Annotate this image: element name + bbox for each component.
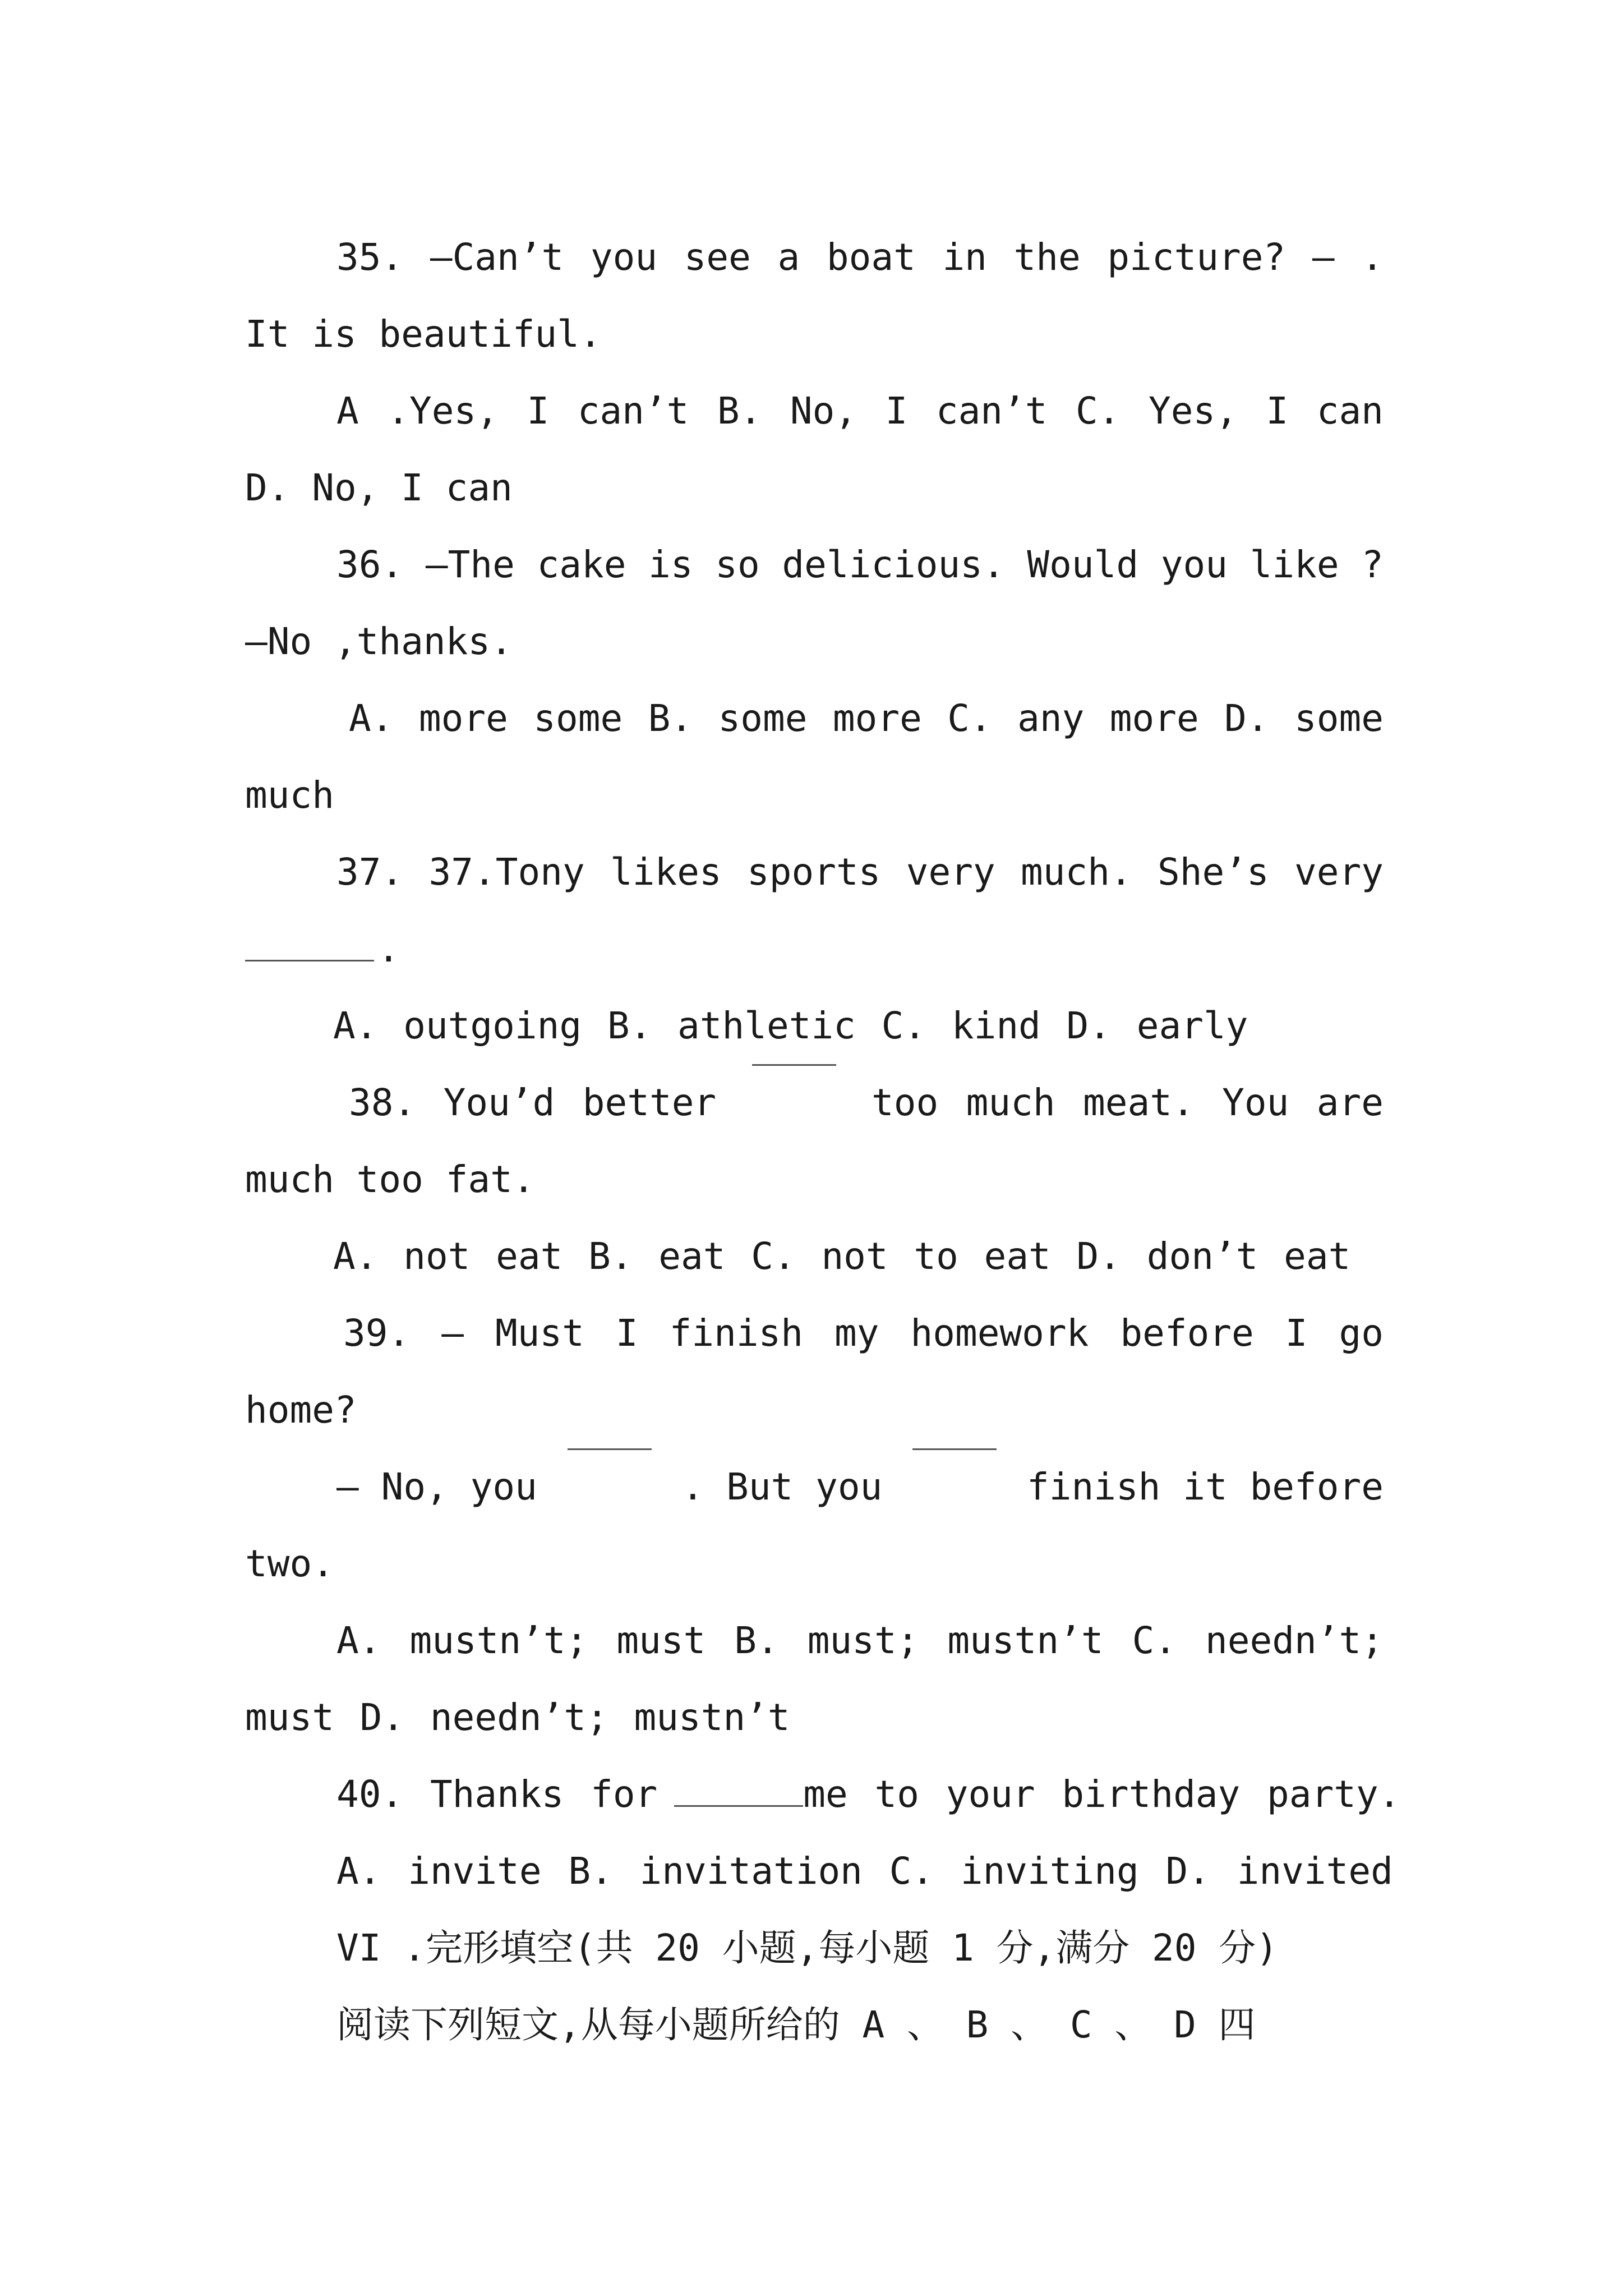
q39-stem-line-3 <box>245 1448 1384 1525</box>
word: very <box>906 850 995 894</box>
word: in <box>942 236 987 279</box>
word: You <box>1222 1081 1289 1124</box>
word: much. <box>1021 850 1132 894</box>
word: C. <box>1132 1619 1177 1662</box>
word: the <box>1013 236 1081 279</box>
word: I <box>615 1312 638 1355</box>
word: sports <box>747 850 881 894</box>
word: I <box>1285 1312 1308 1355</box>
word: homework <box>910 1312 1089 1355</box>
q35-options-line-2: D. No, I can <box>245 466 513 509</box>
word: — <box>441 1312 464 1355</box>
answer-blank <box>568 1448 652 1450</box>
word: finish <box>1027 1465 1161 1508</box>
word: B. <box>734 1619 779 1662</box>
word: some <box>533 697 623 740</box>
word: much <box>966 1081 1055 1124</box>
word: Must <box>495 1312 584 1355</box>
word: you <box>470 1465 537 1508</box>
word: more <box>418 697 508 740</box>
word: Yes, <box>1149 389 1238 432</box>
word: 36. <box>336 543 404 586</box>
word: finish <box>669 1312 804 1355</box>
word: must <box>616 1619 706 1662</box>
answer-blank <box>674 1805 803 1807</box>
word: cake <box>537 543 626 586</box>
word: must; <box>807 1619 919 1662</box>
word: A. <box>349 697 394 740</box>
q35-stem-line-2: It is beautiful. <box>245 312 602 356</box>
word: D. <box>1224 697 1269 740</box>
word: Would <box>1027 543 1139 586</box>
word: No, <box>381 1465 448 1508</box>
q39-options-line-2: must D. needn’t; mustn’t <box>245 1696 790 1739</box>
word: .Yes, <box>387 389 499 432</box>
word: before <box>1120 1312 1254 1355</box>
word: B. <box>648 697 693 740</box>
word: 37. <box>336 850 404 894</box>
word: a <box>777 236 800 279</box>
word: my <box>834 1312 879 1355</box>
word: mustn’t; <box>409 1619 588 1662</box>
word: 38. <box>349 1081 416 1124</box>
word: it <box>1183 1465 1228 1508</box>
q37-stem-line-2 <box>245 910 1384 987</box>
q36-options-line-2: much <box>245 774 334 817</box>
word: can’t <box>577 389 689 432</box>
q36-options-line-1 <box>245 680 1384 757</box>
word: mustn’t <box>947 1619 1104 1662</box>
word: You’d <box>443 1081 555 1124</box>
word: you <box>815 1465 883 1508</box>
word: — <box>336 1465 359 1508</box>
word: A <box>336 389 359 432</box>
word: meat. <box>1083 1081 1195 1124</box>
question-content <box>245 219 1401 2063</box>
q37-stem-line-1 <box>245 834 1384 910</box>
word: —Can’t <box>430 236 564 279</box>
word: No, <box>790 389 857 432</box>
word: see <box>684 236 751 279</box>
word: 37.Tony <box>428 850 585 894</box>
q40-stem-part-a: 40. Thanks for <box>336 1773 658 1816</box>
word: can’t <box>935 389 1048 432</box>
word: so <box>715 543 760 586</box>
q39-stem-line-4: two. <box>245 1542 334 1585</box>
word: are <box>1316 1081 1384 1124</box>
q37-options: A. outgoing B. athletic C. kind D. early <box>333 1004 1248 1047</box>
word: She’s <box>1158 850 1269 894</box>
word: . <box>1361 236 1384 279</box>
word: 39. <box>343 1312 411 1355</box>
q40-stem-line-1 <box>245 1756 1401 1833</box>
q35-options-line-1 <box>245 372 1384 449</box>
section-instruction: 阅读下列短文,从每小题所给的 A 、 B 、 C 、 D 四 <box>336 2003 1256 2046</box>
word: more <box>1109 697 1199 740</box>
word: C. <box>947 697 992 740</box>
word: can <box>1316 389 1384 432</box>
word: B. <box>717 389 762 432</box>
q40-options: A. invite B. invitation C. inviting D. invited <box>336 1849 1393 1893</box>
answer-blank <box>912 1448 997 1450</box>
word: like <box>1249 543 1339 586</box>
word: likes <box>610 850 722 894</box>
word: some <box>718 697 808 740</box>
word: I <box>885 389 908 432</box>
q39-options-line-1 <box>245 1602 1384 1679</box>
q36-stem-line-2: —No ,thanks. <box>245 620 513 663</box>
q35-stem-line-1 <box>245 219 1384 296</box>
word: some <box>1294 697 1384 740</box>
answer-blank <box>245 960 374 961</box>
word: picture? <box>1107 236 1286 279</box>
q38-stem-line-2: much too fat. <box>245 1158 535 1201</box>
q37-line2-suffix: . <box>377 927 400 970</box>
q40-stem-part-b: me to your birthday party. <box>803 1773 1401 1816</box>
q39-stem-line-1 <box>245 1295 1384 1372</box>
word: C. <box>1076 389 1121 432</box>
word: —The <box>425 543 515 586</box>
word: you <box>1160 543 1228 586</box>
word: you <box>590 236 658 279</box>
q36-stem-line-1 <box>245 526 1384 603</box>
word: delicious. <box>782 543 1005 586</box>
word: A. <box>336 1619 381 1662</box>
word: 35. <box>336 236 404 279</box>
word: is <box>648 543 693 586</box>
word: too <box>872 1081 939 1124</box>
word: better <box>582 1081 717 1124</box>
word: . <box>681 1465 704 1508</box>
q39-stem-line-2: home? <box>245 1388 357 1432</box>
word: — <box>1312 236 1335 279</box>
word: needn’t; <box>1205 1619 1384 1662</box>
word: go <box>1339 1312 1384 1355</box>
word: I <box>1266 389 1289 432</box>
q38-stem-line-1 <box>245 1064 1384 1141</box>
word: I <box>527 389 550 432</box>
word: very <box>1294 850 1384 894</box>
word: boat <box>826 236 916 279</box>
word: any <box>1017 697 1085 740</box>
word: more <box>832 697 922 740</box>
answer-blank <box>752 1064 836 1066</box>
q38-options: A. not eat B. eat C. not to eat D. don’t eat <box>333 1235 1351 1278</box>
section-heading: VI .完形填空(共 20 小题,每小题 1 分,满分 20 分) <box>336 1926 1278 1970</box>
word: ? <box>1361 543 1384 586</box>
word: But <box>726 1465 794 1508</box>
word: before <box>1249 1465 1384 1508</box>
